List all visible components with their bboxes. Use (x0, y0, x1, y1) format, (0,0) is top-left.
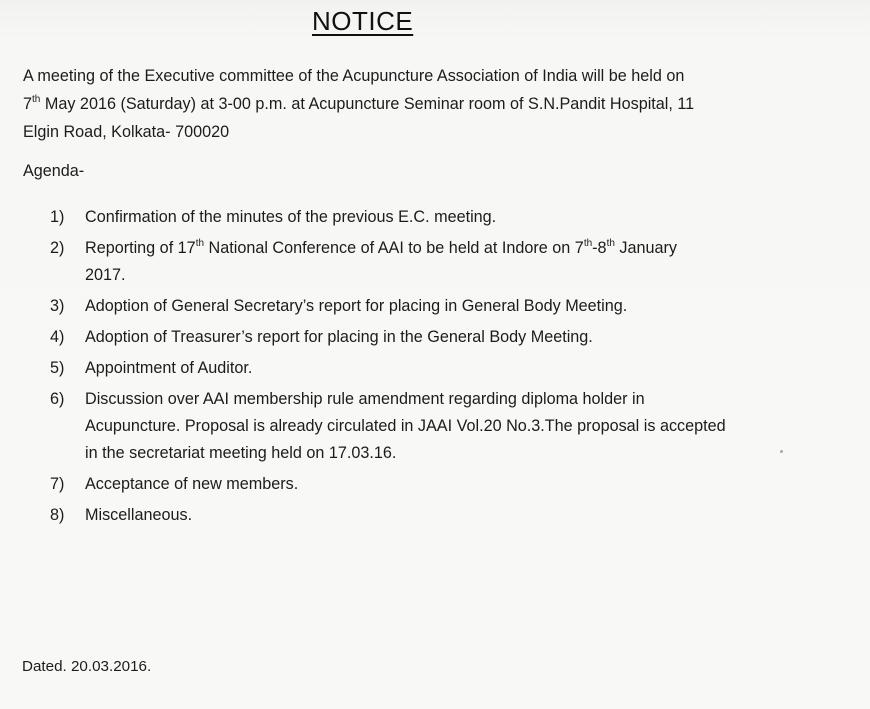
ordinal-suffix: th (583, 238, 593, 249)
agenda-item-2 (50, 235, 840, 289)
intro-line-1: A meeting of the Executive committee of the Acupuncture Association of India will be held on (23, 67, 685, 85)
agenda-item-number: 8) (50, 506, 65, 524)
agenda-item-text: Appointment of Auditor. (85, 359, 253, 377)
agenda-item-2-part4: January (614, 239, 677, 257)
intro-line-2-rest: May 2016 (Saturday) at 3-00 p.m. at Acupuncture Seminar room of S.N.Pandit Hospital, 11 (40, 95, 695, 113)
agenda-item-text: Miscellaneous. (85, 506, 193, 524)
agenda-item-number: 2) (50, 239, 65, 257)
agenda-item-text: Adoption of Treasurer’s report for placing in the General Body Meeting. (85, 328, 593, 346)
meeting-day: 7 (23, 95, 33, 113)
agenda-item-text: Adoption of General Secretary’s report for placing in General Body Meeting. (85, 297, 628, 315)
agenda-item-text: Discussion over AAI membership rule amendment regarding diploma holder in (85, 390, 645, 408)
agenda-item-text-continued: in the secretariat meeting held on 17.03.16. (85, 444, 397, 462)
agenda-item-2-part1: Reporting of 17 (85, 239, 196, 257)
agenda-item-8 (50, 502, 840, 529)
agenda-heading: Agenda- (23, 162, 85, 180)
agenda-item-3 (50, 293, 840, 320)
ordinal-suffix: th (606, 238, 615, 249)
agenda-item-2-part3: -8 (592, 239, 607, 257)
agenda-item-text (85, 235, 840, 262)
agenda-item-number: 3) (50, 297, 65, 315)
agenda-item-2-part2: National Conference of AAI to be held at Indore on 7 (204, 239, 584, 257)
agenda-item-text: Confirmation of the minutes of the previous E.C. meeting. (85, 208, 497, 226)
agenda-item-5 (50, 355, 840, 382)
intro-paragraph (23, 62, 803, 146)
agenda-item-number: 1) (50, 208, 65, 226)
intro-line-2 (23, 90, 803, 118)
agenda-list (50, 204, 840, 533)
agenda-item-4 (50, 324, 840, 351)
agenda-item-1 (50, 204, 840, 231)
agenda-item-number: 4) (50, 328, 65, 346)
agenda-item-number: 5) (50, 359, 65, 377)
agenda-item-text-continued: 2017. (85, 266, 126, 284)
agenda-item-number: 6) (50, 390, 65, 408)
agenda-item-text-continued: Acupuncture. Proposal is already circulated in JAAI Vol.20 No.3.The proposal is accepted (85, 417, 726, 435)
intro-line-3: Elgin Road, Kolkata- 700020 (23, 123, 230, 141)
agenda-item-7 (50, 471, 840, 498)
notice-title: NOTICE (312, 6, 414, 36)
agenda-item-number: 7) (50, 475, 65, 493)
scan-speck (780, 450, 783, 453)
agenda-item-text: Acceptance of new members. (85, 475, 299, 493)
day-suffix: th (32, 94, 41, 105)
dated-line: Dated. 20.03.2016. (22, 658, 152, 675)
ordinal-suffix: th (195, 238, 205, 249)
agenda-item-6 (50, 386, 840, 467)
